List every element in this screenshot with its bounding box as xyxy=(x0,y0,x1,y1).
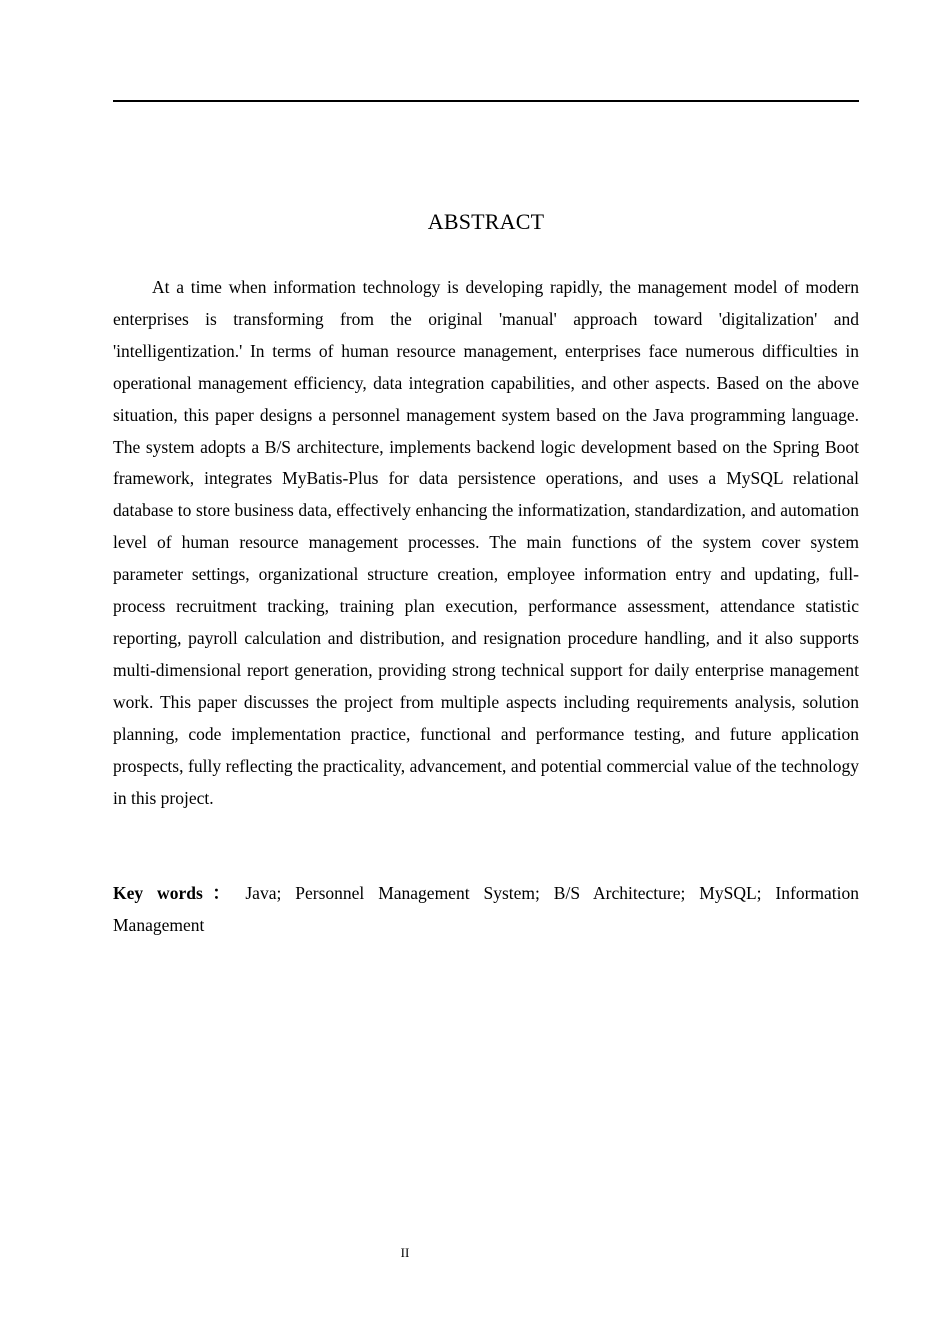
abstract-body: At a time when information technology is developing rapidly, the management model of modern enterprises is transforming from the original 'manual' approach toward 'digitalization' and 'intelligentization.' In terms of human resource management, enterprises face numerous difficulties in operational management efficiency, data integration capabilities, and other aspects. Based on the above situation, this paper designs a personnel management system based on the Java programming language. The system adopts a B/S architecture, implements backend logic development based on the Spring Boot framework, integrates MyBatis-Plus for data persistence operations, and uses a MySQL relational database to store business data, effectively enhancing the informatization, standardization, and automation level of human resource management processes. The main functions of the system cover system parameter settings, organizational structure creation, employee information entry and updating, full-process recruitment tracking, training plan execution, performance assessment, attendance statistic reporting, payroll calculation and distribution, and resignation procedure handling, and it also supports multi-dimensional report generation, providing strong technical support for daily enterprise management work. This paper discusses the project from multiple aspects including requirements analysis, solution planning, code implementation practice, functional and performance testing, and future application prospects, fully reflecting the practicality, advancement, and potential commercial value of the technology in this project. xyxy=(113,277,859,808)
keywords-line xyxy=(113,878,859,942)
keywords-label: Key words xyxy=(113,883,203,903)
keywords-separator: ： xyxy=(202,883,240,903)
page-number: II xyxy=(400,1245,410,1260)
header-rule xyxy=(113,100,859,102)
abstract-title: ABSTRACT xyxy=(427,209,545,234)
keywords-list: Java; Personnel Management System; B/S Architecture; MySQL; Information Management xyxy=(113,883,860,935)
